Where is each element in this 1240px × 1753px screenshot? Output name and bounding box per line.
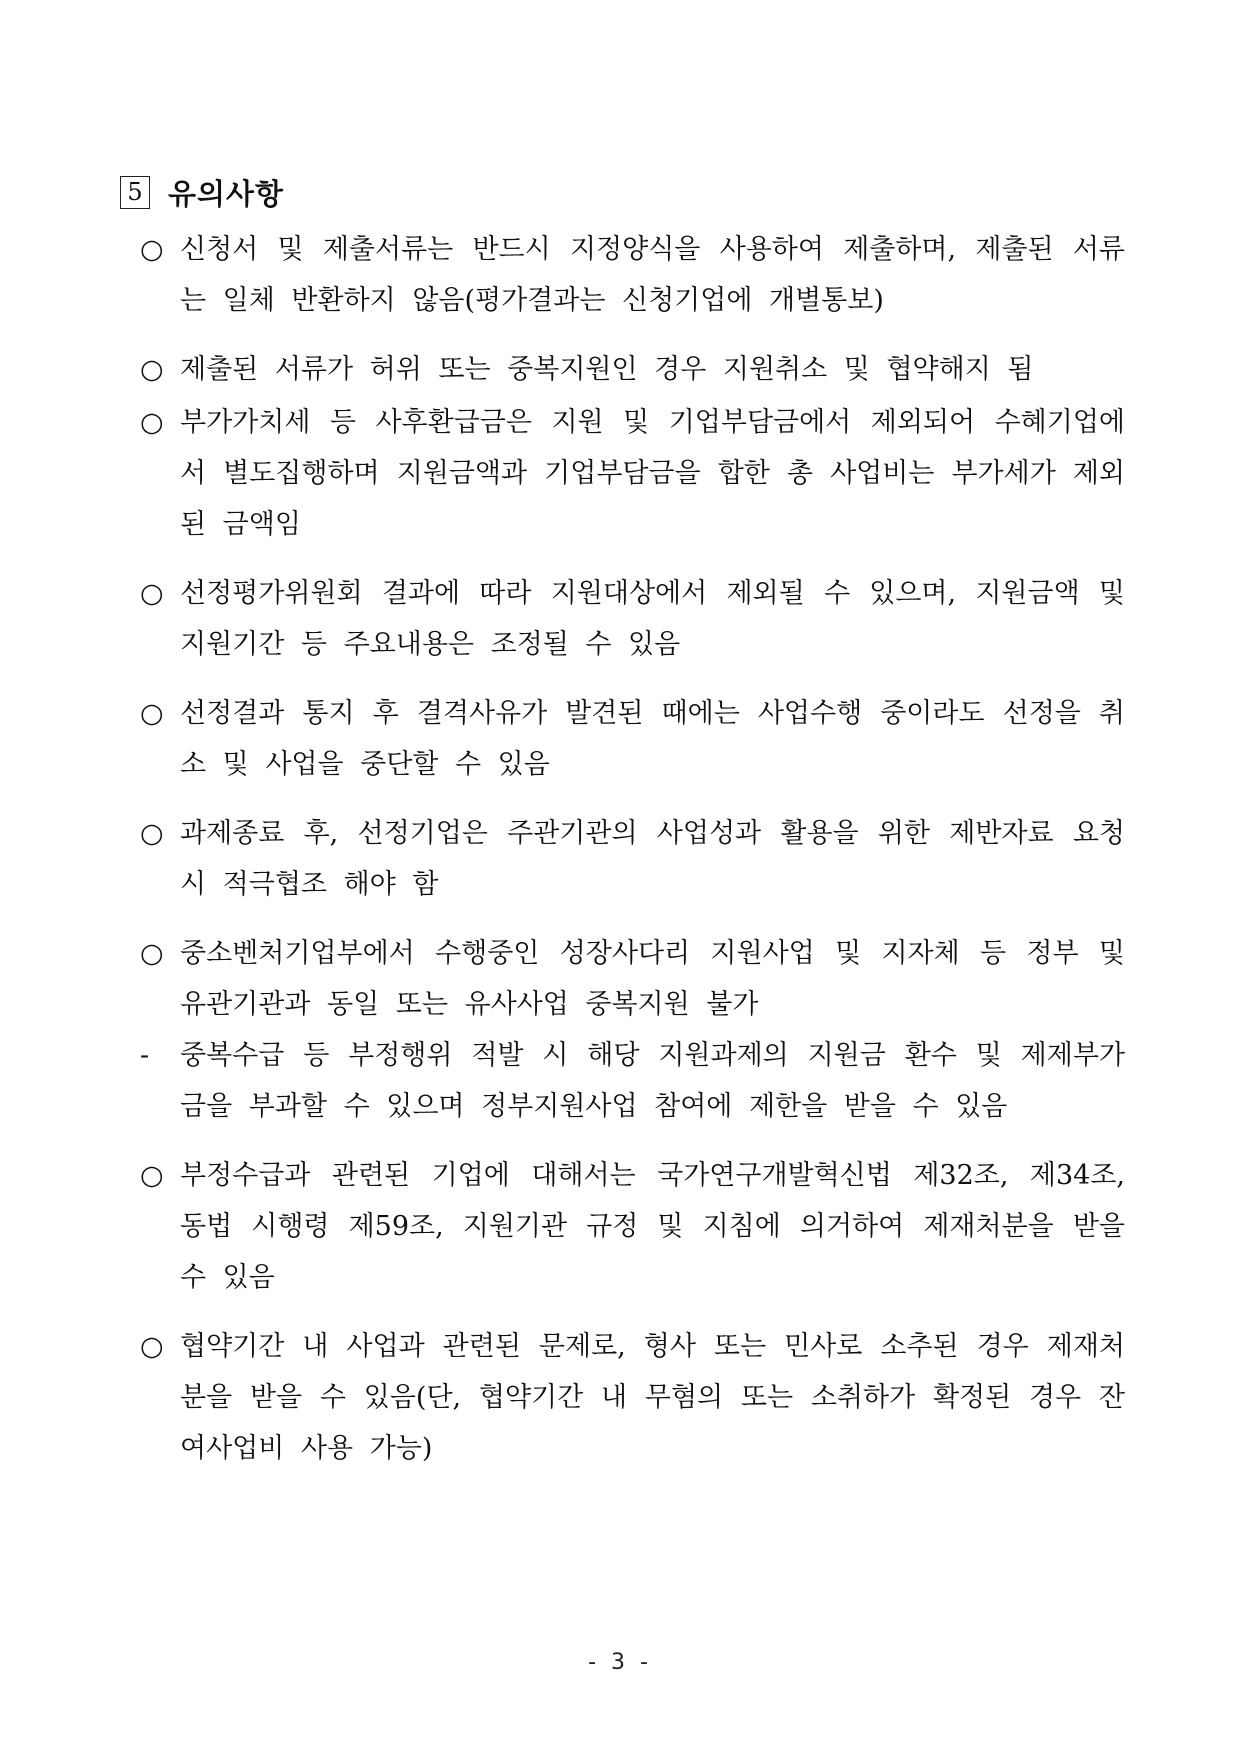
list-item-text: 선정평가위원회 결과에 따라 지원대상에서 제외될 수 있으며, 지원금액 및 지원기간 등 주요내용은 조정될 수 있음 (180, 578, 1125, 660)
list-item (140, 928, 1125, 1030)
list-item-text: 과제종료 후, 선정기업은 주관기관의 사업성과 활용을 위한 제반자료 요청 시 적극협조 해야 함 (180, 818, 1125, 900)
bullet-marker: ○ (140, 1331, 164, 1362)
bullet-marker: ○ (140, 234, 164, 265)
bullet-marker: ○ (140, 818, 164, 849)
list-item-text: 협약기간 내 사업과 관련된 문제로, 형사 또는 민사로 소추된 경우 제재처분을 받을 수 있음(단, 협약기간 내 무혐의 또는 소취하가 확정된 경우 잔여사업비 사용 가능) (180, 1331, 1125, 1464)
sub-list-item (140, 1030, 1125, 1132)
page-number: - 3 - (588, 1650, 652, 1675)
notice-list (140, 224, 1125, 1474)
list-item-text: 중소벤처기업부에서 수행중인 성장사다리 지원사업 및 지자체 등 정부 및 유관기관과 동일 또는 유사사업 중복지원 불가 (180, 938, 1125, 1020)
list-item (140, 688, 1125, 790)
list-item-text: 중복수급 등 부정행위 적발 시 해당 지원과제의 지원금 환수 및 제제부가금을 부과할 수 있으며 정부지원사업 참여에 제한을 받을 수 있음 (180, 1040, 1125, 1122)
bullet-marker: ○ (140, 938, 164, 969)
section-title: 유의사항 (168, 176, 285, 211)
list-item (140, 808, 1125, 910)
bullet-marker: ○ (140, 578, 164, 609)
bullet-marker: ○ (140, 698, 164, 729)
list-item-text: 부가가치세 등 사후환급금은 지원 및 기업부담금에서 제외되어 수혜기업에서 별도집행하며 지원금액과 기업부담금을 합한 총 사업비는 부가세가 제외된 금액임 (180, 407, 1125, 540)
list-item-text: 신청서 및 제출서류는 반드시 지정양식을 사용하여 제출하며, 제출된 서류는 일체 반환하지 않음(평가결과는 신청기업에 개별통보) (180, 234, 1125, 316)
list-item (140, 344, 1125, 395)
dash-marker: - (140, 1040, 150, 1071)
list-item (140, 1150, 1125, 1303)
bullet-marker: ○ (140, 354, 164, 385)
list-item (140, 224, 1125, 326)
list-item (140, 397, 1125, 550)
section-number-box: 5 (120, 176, 150, 209)
list-item-text: 부정수급과 관련된 기업에 대해서는 국가연구개발혁신법 제32조, 제34조, 동법 시행령 제59조, 지원기관 규정 및 지침에 의거하여 제재처분을 받을 수 있음 (180, 1160, 1125, 1293)
bullet-marker: ○ (140, 407, 164, 438)
list-item-text: 선정결과 통지 후 결격사유가 발견된 때에는 사업수행 중이라도 선정을 취소 및 사업을 중단할 수 있음 (180, 698, 1125, 780)
list-item (140, 1321, 1125, 1474)
bullet-marker: ○ (140, 1160, 164, 1191)
list-item (140, 568, 1125, 670)
list-item-text: 제출된 서류가 허위 또는 중복지원인 경우 지원취소 및 협약해지 됨 (180, 354, 1034, 385)
section-heading (120, 170, 284, 214)
